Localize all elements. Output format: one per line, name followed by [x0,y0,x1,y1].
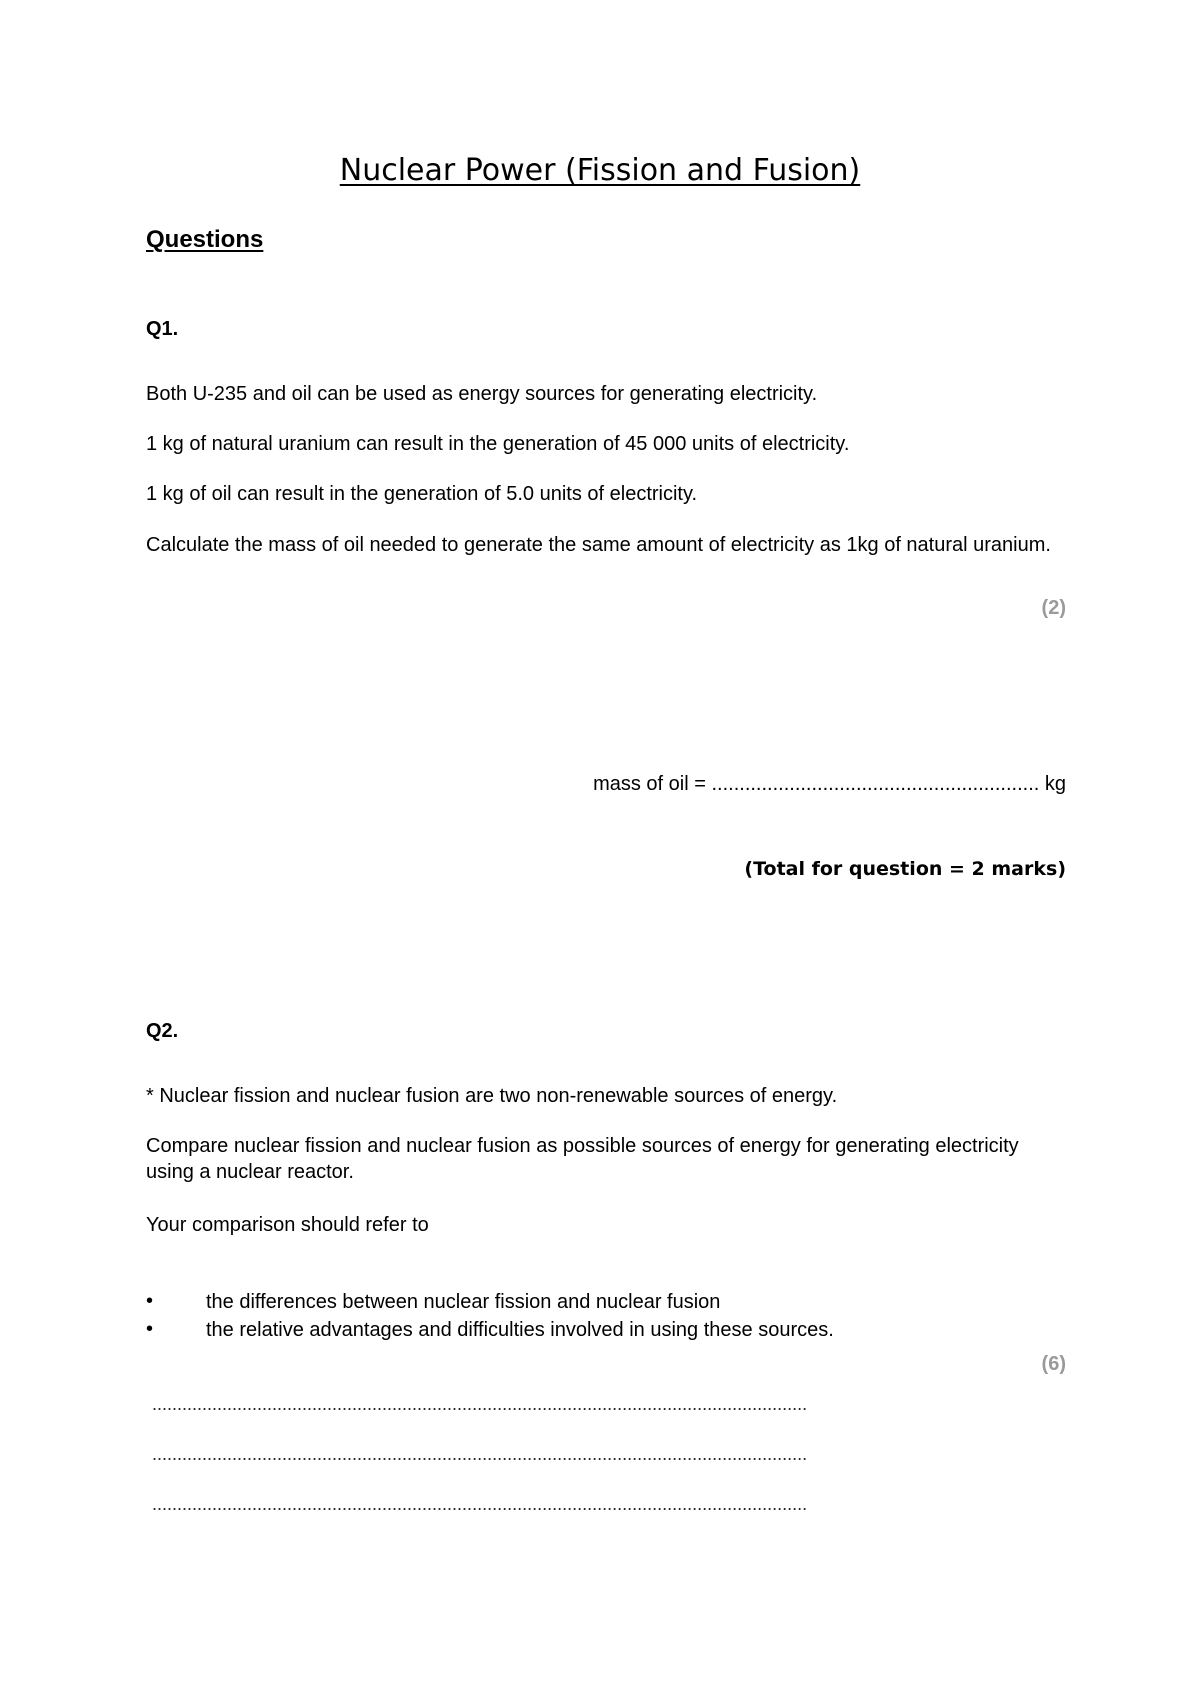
section-heading: Questions [146,226,264,253]
q2-marks: (6) [1041,1353,1066,1375]
q1-text-line: 1 kg of oil can result in the generation of 5.0 units of electricity. [146,483,698,505]
q2-text-line: Compare nuclear fission and nuclear fusion as possible sources of energy for generating electricity using a nuclear reactor. [146,1135,1019,1183]
q1-answer-line[interactable]: mass of oil = ........................................................... kg [593,773,1066,795]
q1-text-line: Both U-235 and oil can be used as energy sources for generating electricity. [146,383,818,405]
bullet-icon: • [146,1318,154,1340]
q1-marks: (2) [1041,597,1066,619]
bullet-text: the relative advantages and difficulties involved in using these sources. [206,1319,834,1341]
bullet-icon: • [146,1290,154,1312]
q2-text-line: Your comparison should refer to [146,1214,429,1236]
q2-label: Q2. [146,1020,179,1042]
q1-question-text: Calculate the mass of oil needed to generate the same amount of electricity as 1kg of natural uranium. [146,534,1051,556]
answer-line[interactable]: ................................................................................................................................... [152,1494,808,1514]
q1-text-line: 1 kg of natural uranium can result in the generation of 45 000 units of electricity. [146,433,850,455]
answer-line[interactable]: ................................................................................................................................... [152,1394,808,1414]
answer-line[interactable]: ................................................................................................................................... [152,1444,808,1464]
q1-total-marks: (Total for question = 2 marks) [744,858,1066,880]
q1-label: Q1. [146,318,179,340]
bullet-text: the differences between nuclear fission and nuclear fusion [206,1291,721,1313]
q2-text-line: * Nuclear fission and nuclear fusion are two non-renewable sources of energy. [146,1085,838,1107]
page-title: Nuclear Power (Fission and Fusion) [339,153,861,188]
